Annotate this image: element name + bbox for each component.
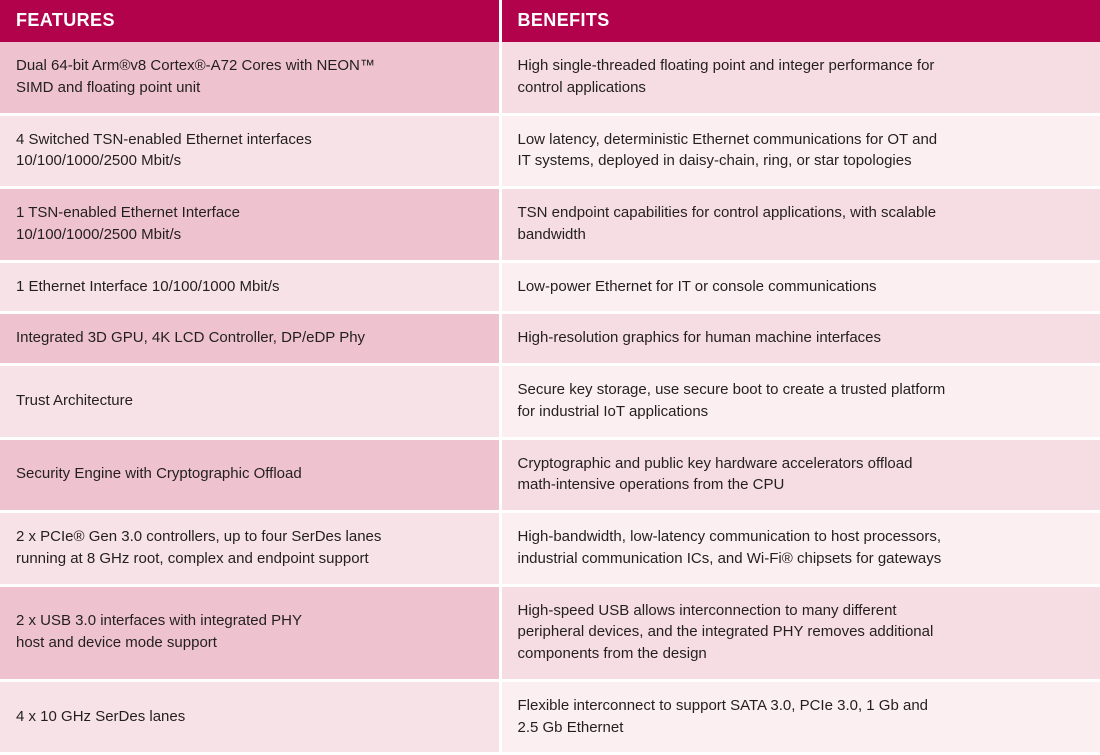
table-body (0, 42, 1100, 754)
benefit-line: components from the design (517, 645, 707, 662)
feature-line: 10/100/1000/2500 Mbit/s (16, 225, 182, 243)
feature-cell (0, 261, 500, 313)
table-row (0, 188, 1100, 262)
benefit-line: for industrial IoT applications (517, 402, 709, 420)
feature-line: Trust Architecture (16, 391, 133, 409)
benefit-cell (500, 512, 1100, 586)
benefit-line: High-bandwidth, low-latency communication to host processors, (517, 528, 942, 545)
column-header-benefits: BENEFITS (500, 0, 1100, 42)
benefit-cell (500, 188, 1100, 262)
feature-cell (0, 680, 500, 754)
benefit-cell (500, 114, 1100, 188)
benefit-line: math-intensive operations from the CPU (517, 476, 785, 494)
feature-line: 1 Ethernet Interface 10/100/1000 Mbit/s (16, 277, 280, 295)
feature-line: 2 x USB 3.0 interfaces with integrated PHY (16, 612, 302, 630)
table-header (0, 0, 1100, 42)
benefit-line: IT systems, deployed in daisy-chain, ring, or star topologies (517, 152, 912, 170)
feature-cell (0, 42, 500, 114)
benefit-cell (500, 261, 1100, 313)
benefit-line: peripheral devices, and the integrated PHY removes additional (517, 623, 934, 641)
benefit-line: Low-power Ethernet for IT or console communications (517, 277, 877, 295)
feature-line: 10/100/1000/2500 Mbit/s (16, 152, 182, 170)
benefit-line: Cryptographic and public key hardware accelerators offload (517, 454, 913, 472)
benefit-line: High-speed USB allows interconnection to many different (517, 601, 897, 619)
benefit-cell (500, 42, 1100, 114)
benefit-cell (500, 438, 1100, 512)
benefit-line: bandwidth (517, 225, 586, 243)
benefit-line: Flexible interconnect to support SATA 3.0, PCIe 3.0, 1 Gb and (517, 696, 929, 714)
benefit-cell (500, 365, 1100, 439)
feature-line: 1 TSN-enabled Ethernet Interface (16, 204, 241, 221)
benefit-line: 2.5 Gb Ethernet (517, 718, 624, 736)
feature-cell (0, 585, 500, 680)
feature-line: 2 x PCIe® Gen 3.0 controllers, up to four SerDes lanes (16, 528, 382, 545)
table-row (0, 365, 1100, 439)
feature-cell (0, 188, 500, 262)
column-header-features: FEATURES (0, 0, 500, 42)
benefit-cell (500, 313, 1100, 365)
feature-cell (0, 313, 500, 365)
feature-line: Integrated 3D GPU, 4K LCD Controller, DP/eDP Phy (16, 329, 366, 347)
feature-line: Dual 64-bit Arm®v8 Cortex®-A72 Cores with NEON™ (16, 57, 375, 74)
feature-cell (0, 438, 500, 512)
benefit-line: High single-threaded floating point and integer performance for (517, 57, 935, 74)
benefit-cell (500, 680, 1100, 754)
feature-line: running at 8 GHz root, complex and endpoint support (16, 549, 369, 567)
feature-line: 4 Switched TSN-enabled Ethernet interfaces (16, 130, 312, 148)
table-row (0, 585, 1100, 680)
benefit-line: Low latency, deterministic Ethernet communications for OT and (517, 130, 938, 148)
table-row (0, 512, 1100, 586)
table-row (0, 680, 1100, 754)
table-row (0, 261, 1100, 313)
feature-line: SIMD and floating point unit (16, 78, 201, 96)
table-row (0, 438, 1100, 512)
benefit-line: control applications (517, 78, 646, 96)
feature-cell (0, 114, 500, 188)
benefit-line: industrial communication ICs, and Wi-Fi® chipsets for gateways (517, 549, 942, 567)
table-row (0, 114, 1100, 188)
benefit-line: TSN endpoint capabilities for control applications, with scalable (517, 204, 937, 221)
table-header-row (0, 0, 1100, 42)
feature-cell (0, 512, 500, 586)
feature-line: host and device mode support (16, 634, 217, 652)
feature-line: 4 x 10 GHz SerDes lanes (16, 707, 186, 725)
benefit-line: High-resolution graphics for human machine interfaces (517, 329, 882, 347)
table-row (0, 42, 1100, 114)
table-row (0, 313, 1100, 365)
feature-line: Security Engine with Cryptographic Offload (16, 465, 302, 483)
benefit-line: Secure key storage, use secure boot to create a trusted platform (517, 381, 946, 398)
benefit-cell (500, 585, 1100, 680)
feature-cell (0, 365, 500, 439)
